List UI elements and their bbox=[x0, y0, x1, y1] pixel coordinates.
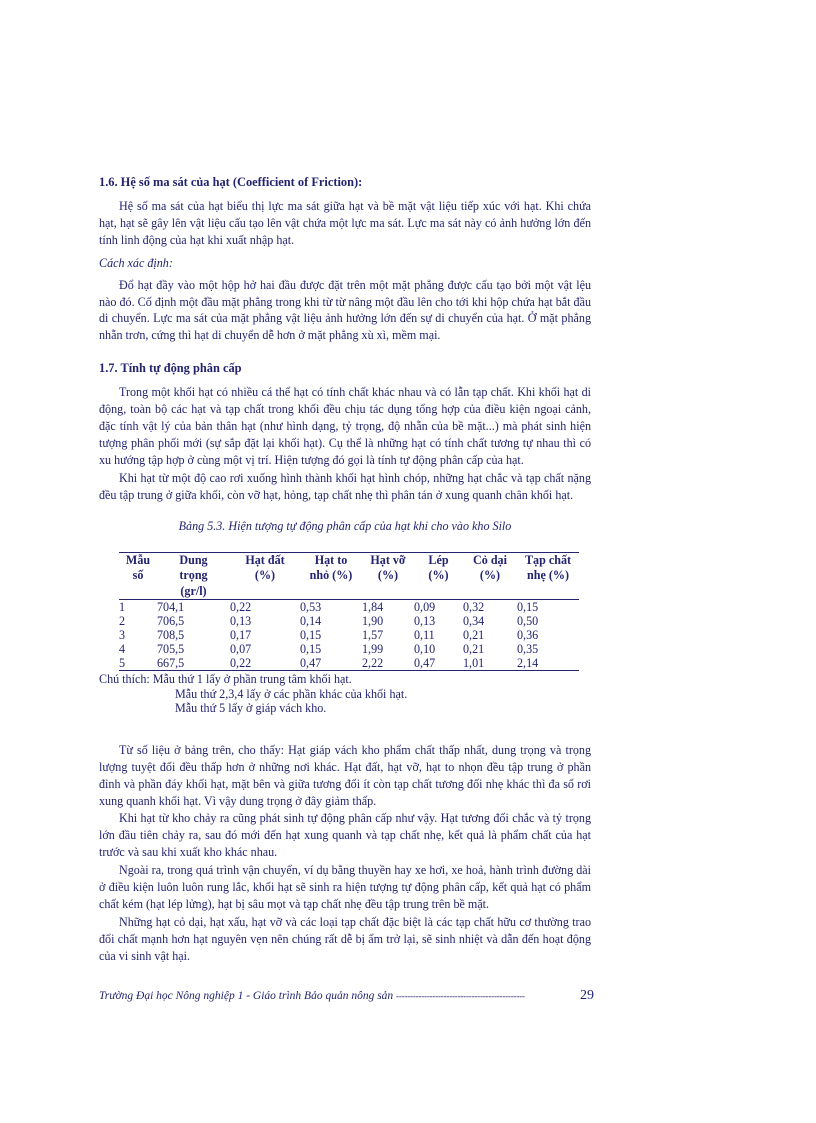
header-tap-chat-nhe: Tạp chất nhẹ (%) bbox=[517, 552, 579, 600]
analysis-section bbox=[99, 742, 591, 965]
table-cell: 705,5 bbox=[157, 642, 185, 656]
table-cell: 4 bbox=[119, 642, 126, 656]
table-cell: 0,35 bbox=[517, 642, 539, 656]
table-cell: 1,99 bbox=[362, 642, 384, 656]
table-cell: 706,5 bbox=[157, 614, 185, 628]
table-row bbox=[119, 656, 579, 671]
data-table bbox=[119, 552, 579, 672]
table-cell: 0,10 bbox=[414, 642, 436, 656]
table-cell: 1 bbox=[119, 600, 126, 614]
section-1-6-paragraph-1: Hệ số ma sát của hạt biểu thị lực ma sát giữa hạt và bề mặt vật liệu tiếp xúc với hạt. Khi chứa hạt, hạt sẽ gây lên vật liệu cấu tạo lên vật chứa một lực ma sát. Lực ma sát này có ảnh hưởng lớn đến tính linh động của hạt khi xuất nhập hạt. bbox=[99, 199, 591, 247]
footer-dashes: ---------------------------------------------- bbox=[396, 991, 525, 1001]
table-cell: 0,34 bbox=[463, 614, 485, 628]
table-header-row bbox=[119, 552, 579, 600]
footer-text: Trường Đại học Nông nghiệp 1 - Giáo trình Bảo quản nông sản bbox=[99, 990, 397, 1002]
page-number: 29 bbox=[580, 988, 594, 1003]
header-hat-dat: Hạt đất (%) bbox=[230, 552, 300, 600]
table-cell: 0,32 bbox=[463, 600, 485, 614]
table-cell: 0,50 bbox=[517, 614, 539, 628]
table-cell: 2,22 bbox=[362, 656, 414, 671]
table-cell: 0,47 bbox=[300, 656, 362, 671]
table-cell: 708,5 bbox=[157, 628, 185, 642]
page-footer bbox=[99, 990, 597, 1002]
analysis-paragraph-3: Ngoài ra, trong quá trình vận chuyển, ví dụ bằng thuyền hay xe hơi, xe hoả, hành trình đường dài ở điều kiện luôn luôn rung lắc, khối hạt sẽ sinh ra hiện tượng tự động phân cấp, kết quả hạt có phẩm chất kém (hạt lép lửng), hạt bị sâu mọt và tạp chất nhẹ đều tập trung trên bề mặt. bbox=[99, 863, 591, 911]
header-hat-to-nho: Hạt to nhỏ (%) bbox=[300, 552, 362, 600]
table-cell: 0,15 bbox=[300, 642, 322, 656]
table-cell: 0,22 bbox=[230, 656, 300, 671]
table-cell: 0,53 bbox=[300, 600, 322, 614]
section-1-7-paragraph-1: Trong một khối hạt có nhiều cá thể hạt có tính chất khác nhau và có lẫn tạp chất. Khi khối hạt di động, toàn bộ các hạt và tạp chất trong khối đều chịu tác dụng tổng hợp của điều kiện ngoại cảnh, đặc tính vật lý của bản thân hạt (như hình dạng, tỷ trọng, độ nhẵn của bề mặt...) mà phát sinh hiện tượng phân phối mới (sự sắp đặt lại khối hạt). Cụ thể là những hạt có tính chất tương tự nhau thì có xu hướng tập hợp ở cùng một vị trí. Hiện tượng đó gọi là tính tự động phân cấp của hạt. bbox=[99, 385, 591, 467]
table-cell: 0,17 bbox=[230, 628, 252, 642]
table-cell: 0,13 bbox=[414, 614, 436, 628]
table-cell: 0,11 bbox=[414, 628, 435, 642]
table-note-line-2: Mẫu thứ 2,3,4 lấy ở các phần khác của khối hạt. bbox=[175, 686, 408, 701]
table-row bbox=[119, 642, 579, 656]
table-note-line-1: Chú thích: Mẫu thứ 1 lấy ở phần trung tâm khối hạt. bbox=[99, 672, 352, 686]
table-cell: 2,14 bbox=[517, 656, 579, 671]
header-co-dai: Cỏ dại (%) bbox=[463, 552, 517, 600]
header-hat-vo: Hạt vỡ (%) bbox=[362, 552, 414, 600]
table-cell: 0,21 bbox=[463, 628, 485, 642]
table-row bbox=[119, 628, 579, 642]
header-mau-so: Mẫu số bbox=[119, 552, 157, 600]
table-cell: 667,5 bbox=[157, 656, 230, 671]
table-cell: 0,09 bbox=[414, 600, 436, 614]
table-cell: 0,22 bbox=[230, 600, 252, 614]
table-cell: 0,47 bbox=[414, 656, 463, 671]
header-lep: Lép (%) bbox=[414, 552, 463, 600]
table-cell: 0,15 bbox=[517, 600, 539, 614]
table-cell: 1,90 bbox=[362, 614, 384, 628]
table-cell: 5 bbox=[119, 656, 157, 671]
section-1-7-heading: 1.7. Tính tự động phân cấp bbox=[99, 361, 242, 376]
analysis-paragraph-2: Khi hạt từ kho chảy ra cũng phát sinh tự động phân cấp như vậy. Hạt tương đối chắc và tỷ trọng lớn đầu tiên chảy ra, sau đó mới đến hạt xung quanh và tạp chất nhẹ, kết quả là phẩm chất của hạt trước và sau khi xuất kho khác nhau. bbox=[99, 811, 591, 860]
table-cell: 3 bbox=[119, 628, 126, 642]
table-cell: 0,21 bbox=[463, 642, 485, 656]
table-cell: 0,36 bbox=[517, 628, 539, 642]
table-row bbox=[119, 614, 579, 628]
table-note-line-3: Mẫu thứ 5 lấy ở giáp vách kho. bbox=[175, 701, 327, 716]
table-row bbox=[119, 600, 579, 615]
analysis-paragraph-4: Những hạt cỏ dại, hạt xấu, hạt vỡ và các loại tạp chất đặc biệt là các tạp chất hữu cơ thường trao đổi chất mạnh hơn hạt nguyên vẹn nên chúng rất dễ bị ẩm trở lại, sẽ sinh nhiệt và dẫn đến hoạt động của vi sinh vật hại. bbox=[99, 914, 591, 963]
table-cell: 0,15 bbox=[300, 628, 322, 642]
table-cell: 1,84 bbox=[362, 600, 384, 614]
section-1-6-paragraph-2: Đổ hạt đầy vào một hộp hở hai đầu được đặt trên một mặt phẳng được cấu tạo bởi một vật lệu nào đó. Cố định một đầu mặt phẳng trong khi từ từ nâng một đầu lên cho tới khi hộp chứa hạt bắt đầu di chuyển. Lực ma sát của mặt phẳng vật liệu ảnh hưởng lớn đến sự di chuyển của hạt. Ở mặt phẳng nhẵn trơn, cứng thì hạt di chuyển dễ hơn ở mặt phẳng xù xì, mềm mại. bbox=[99, 277, 591, 343]
table-cell: 1,01 bbox=[463, 656, 517, 671]
section-1-7-paragraph-2: Khi hạt từ một độ cao rơi xuống hình thành khối hạt hình chóp, những hạt chắc và tạp chất nặng đều tập trung ở giữa khối, còn vỡ hạt, hỏng, tạp chất nhẹ thì phân tán ở xung quanh chân khối hạt. bbox=[99, 470, 591, 502]
table-caption: Bảng 5.3. Hiện tượng tự động phân cấp của hạt khi cho vào kho Silo bbox=[178, 518, 512, 533]
analysis-paragraph-1: Từ số liệu ở bảng trên, cho thấy: Hạt giáp vách kho phẩm chất thấp nhất, dung trọng và trọng lượng tuyệt đối đều thấp hơn ở những nơi khác. Hạt đất, hạt vỡ, hạt to nhọn đều tập trung ở phần đỉnh và phần đáy khối hạt, mặt bên và giữa tương đối ít còn tạp chất tương đối nhẹ khác thì đa số rơi xung quanh khối hạt. Vì vậy dung trọng ở đây giảm thấp. bbox=[99, 742, 591, 808]
table-cell: 0,13 bbox=[230, 614, 252, 628]
table-note bbox=[99, 672, 591, 716]
section-1-6-heading: 1.6. Hệ số ma sát của hạt (Coefficient of Friction): bbox=[99, 175, 363, 189]
page-content bbox=[99, 174, 591, 965]
table-cell: 0,14 bbox=[300, 614, 322, 628]
table-cell: 704,1 bbox=[157, 600, 185, 614]
table-cell: 2 bbox=[119, 614, 126, 628]
table-cell: 0,07 bbox=[230, 642, 252, 656]
header-dung-trong: Dung trọng (gr/l) bbox=[157, 552, 230, 600]
method-label: Cách xác định: bbox=[99, 255, 173, 270]
table-cell: 1,57 bbox=[362, 628, 384, 642]
